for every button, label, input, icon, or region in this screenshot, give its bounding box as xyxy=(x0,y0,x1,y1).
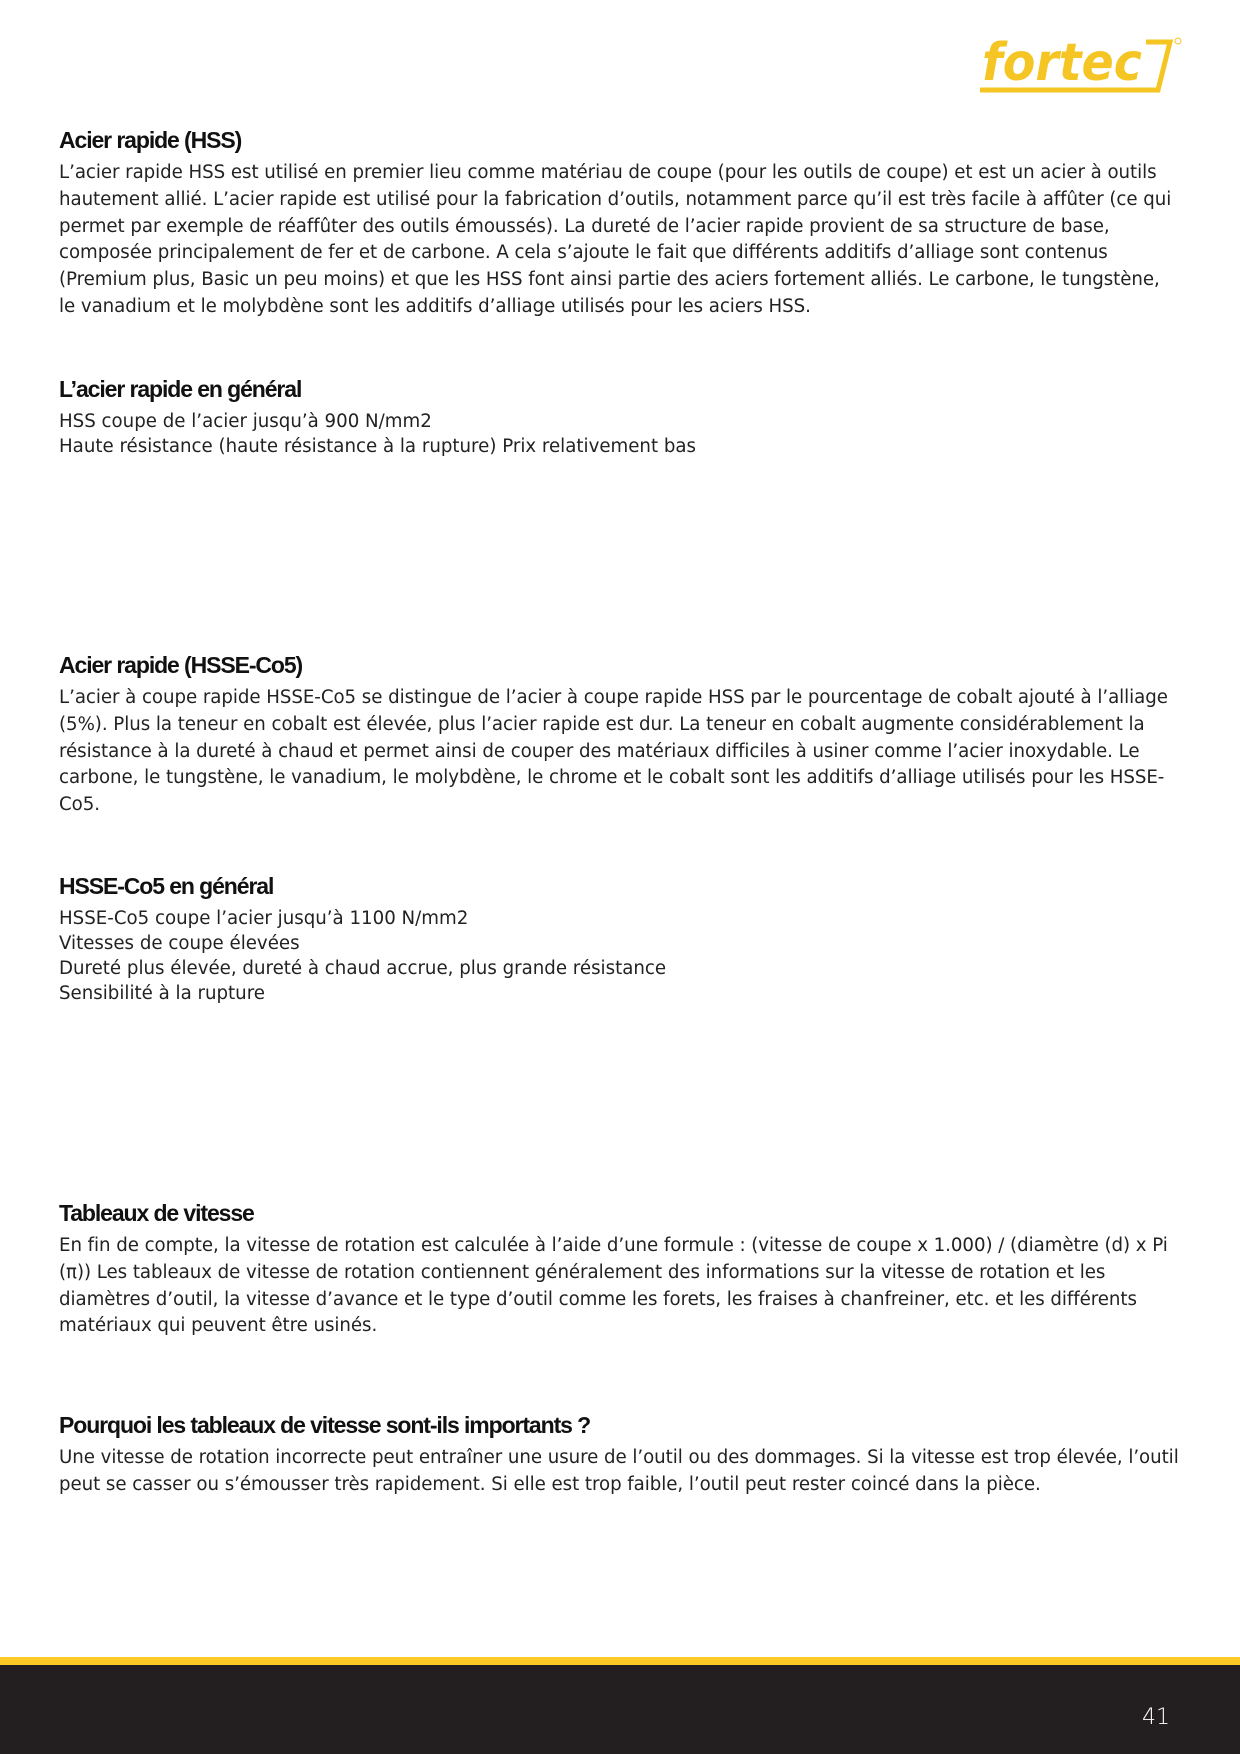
section-title: Tableaux de vitesse xyxy=(59,1200,254,1226)
list-item: Vitesses de coupe élevées xyxy=(59,933,300,954)
list-item: Dureté plus élevée, dureté à chaud accrue, plus grande résistance xyxy=(59,958,667,979)
page-number: 41 xyxy=(1142,1705,1170,1730)
section-title: Pourquoi les tableaux de vitesse sont-ils importants ? xyxy=(59,1412,591,1438)
footer xyxy=(0,1665,1240,1754)
section-hss-general xyxy=(59,375,1179,459)
section-text: L’acier rapide HSS est utilisé en premier lieu comme matériau de coupe (pour les outils de coupe) et est un acier à outils hautement allié. L’acier rapide est utilisé pour la fabrication d’outils, notamment parce qu’il est très facile à affûter (ce qui permet par exemple de réaffûter des outils émoussés). La dureté de l’acier rapide provient de sa structure de base, composée principalement de fer et de carbone. A cela s’ajoute le fait que différents additifs d’alliage sont contenus (Premium plus, Basic un peu moins) et que les HSS font ainsi partie des aciers fortement alliés. Le carbone, le tungstène, le vanadium et le molybdène sont les additifs d’alliage utilisés pour les aciers HSS. xyxy=(59,162,1172,317)
section-title: HSSE-Co5 en général xyxy=(59,873,274,899)
section-hss xyxy=(59,126,1179,321)
fortec-logo xyxy=(978,36,1184,94)
list-item: HSSE-Co5 coupe l’acier jusqu’à 1100 N/mm2 xyxy=(59,908,469,929)
list-item: Haute résistance (haute résistance à la rupture) Prix relativement bas xyxy=(59,436,697,457)
section-why-speed-tables xyxy=(59,1411,1179,1499)
list-item: Sensibilité à la rupture xyxy=(59,983,265,1004)
section-text: Une vitesse de rotation incorrecte peut entraîner une usure de l’outil ou des dommages. Si la vitesse est trop élevée, l’outil peut se casser ou s’émousser très rapidement. Si elle est trop faible, l’outil peut rester coincé dans la pièce. xyxy=(59,1447,1179,1495)
section-title: L’acier rapide en général xyxy=(59,376,302,402)
section-speed-tables xyxy=(59,1199,1179,1340)
svg-text:fortec: fortec xyxy=(982,36,1143,93)
section-hsse-co5-general xyxy=(59,872,1179,1006)
section-text: En fin de compte, la vitesse de rotation est calculée à l’aide d’une formule : (vitesse de coupe x 1.000) / (diamètre (d) x Pi (π)) Les tableaux de vitesse de rotation contiennent généralement des informations sur la vitesse de rotation et les diamètres d’outil, la vitesse d’avance et le type d’outil comme les forets, les fraises à chanfreiner, etc. et les différents matériaux qui peuvent être usinés. xyxy=(59,1235,1168,1337)
section-hsse-co5 xyxy=(59,651,1179,819)
section-title: Acier rapide (HSSE-Co5) xyxy=(59,652,303,678)
section-title: Acier rapide (HSS) xyxy=(59,127,242,153)
footer-accent-bar xyxy=(0,1657,1240,1665)
list-item: HSS coupe de l’acier jusqu’à 900 N/mm2 xyxy=(59,411,432,432)
section-text: L’acier à coupe rapide HSSE-Co5 se distingue de l’acier à coupe rapide HSS par le pourcentage de cobalt ajouté à l’alliage (5%). Plus la teneur en cobalt est élevée, plus l’acier rapide est dur. La teneur en cobalt augmente considérablement la résistance à la dureté à chaud et permet ainsi de couper des matériaux difficiles à usiner comme l’acier inoxydable. Le carbone, le tungstène, le vanadium, le molybdène, le chrome et le cobalt sont les additifs d’alliage utilisés pour les HSSE-Co5. xyxy=(59,687,1168,816)
